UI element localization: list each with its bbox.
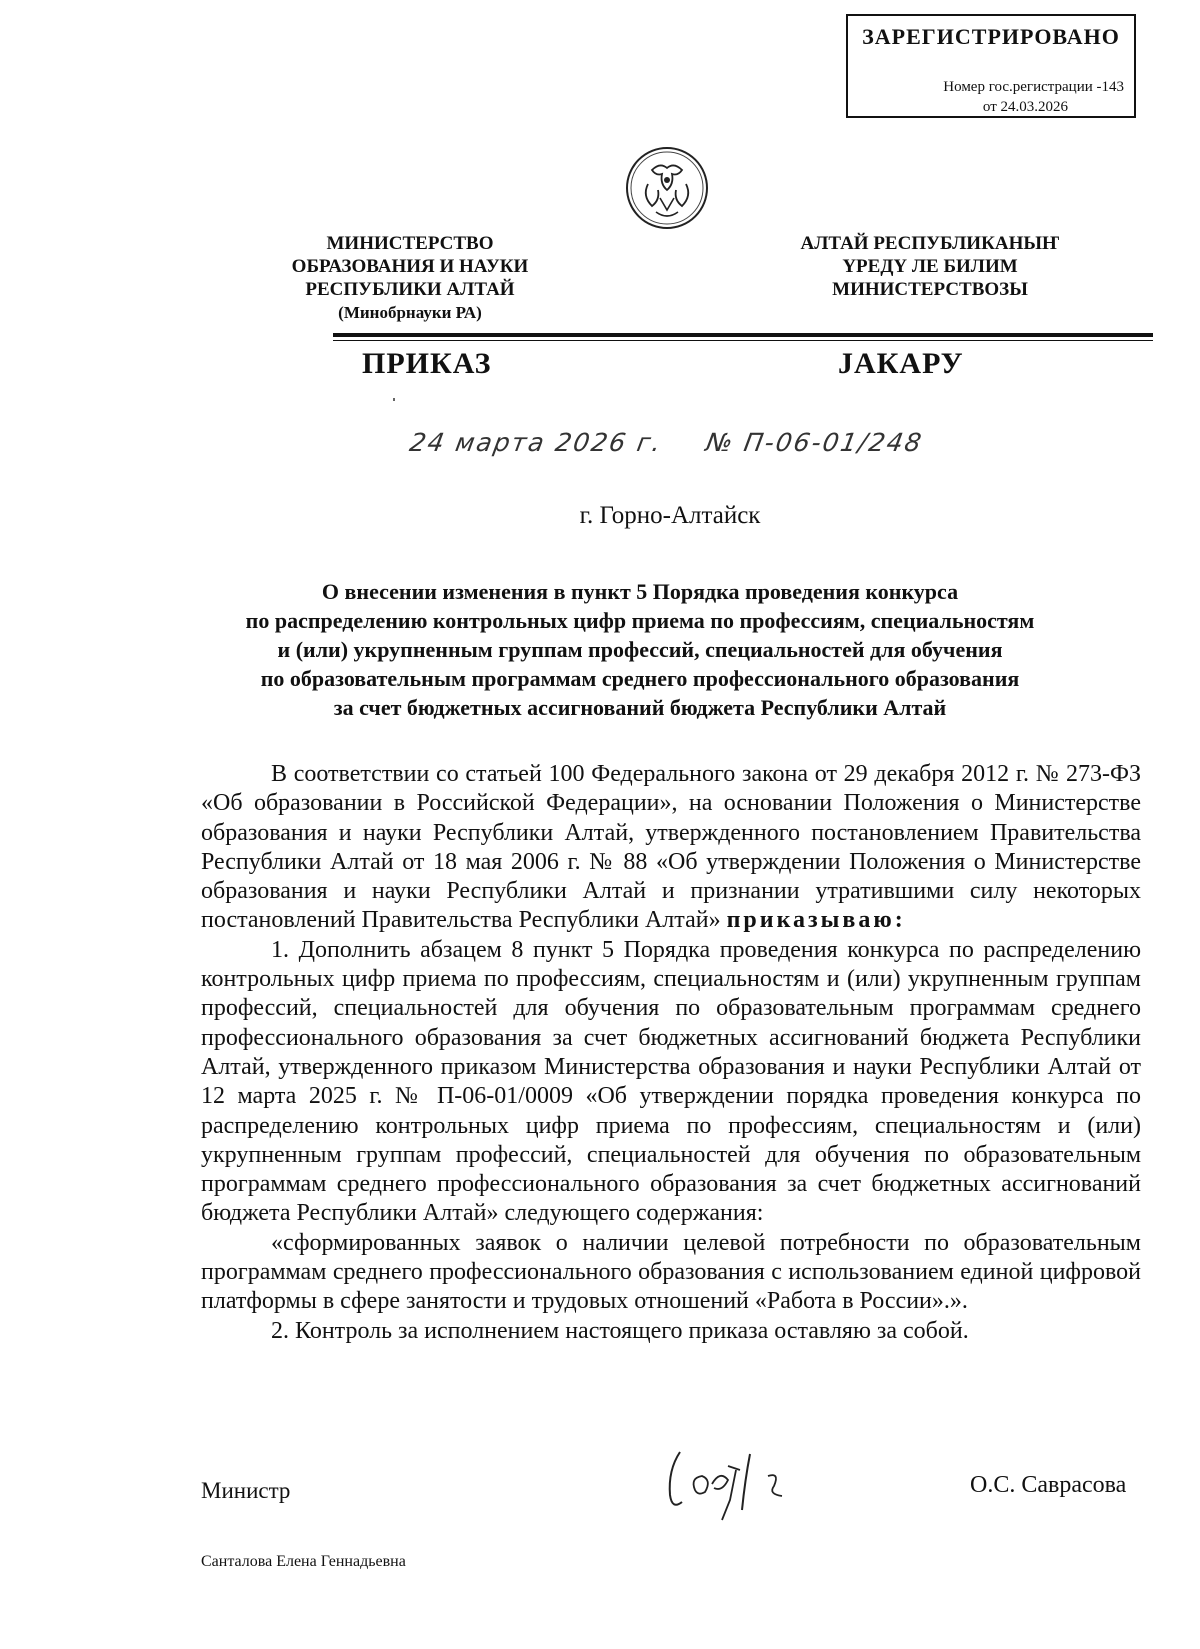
document-body — [201, 760, 1141, 1346]
city: г. Горно-Алтайск — [579, 502, 761, 529]
coat-of-arms-icon — [612, 140, 722, 240]
ministry-name-russian — [260, 232, 560, 324]
handwritten-date-number — [407, 428, 925, 457]
item-1: 1. Дополнить абзацем 8 пункт 5 Порядка проведения конкурса по распределению контрольных цифр приема по профессиям, специальностям и (или) укрупненным группам профессий, специальностей для обучения по образовательным программам среднего профессионального образования за счет бюджетных ассигнований бюджета Республики Алтай, утвержденного приказом Министерства образования и науки Республики Алтай от 12 марта 2025 г. № П-06-01/0009 «Об утверждении порядка проведения конкурса по распределению контрольных цифр приема по профессиям, специальностям и (или) укрупненным группам профессий, специальностей для обучения по образовательным программам среднего профессионального образования за счет бюджетных ассигнований бюджета Республики Алтай» следующего содержания: — [201, 936, 1141, 1227]
item-2: 2. Контроль за исполнением настоящего приказа оставляю за собой. — [271, 1317, 969, 1344]
title-line: по образовательным программам среднего профессионального образования — [260, 666, 1020, 691]
header-right-line: МИНИСТЕРСТВОЗЫ — [832, 279, 1028, 300]
document-title — [180, 577, 1100, 722]
registration-stamp — [846, 14, 1136, 118]
executor-name: Санталова Елена Геннадьевна — [201, 1553, 406, 1570]
header-divider-thin — [333, 340, 1153, 341]
header-divider — [333, 333, 1153, 337]
order-word: приказываю: — [726, 907, 906, 934]
preamble-text: В соответствии со статьей 100 Федерального закона от 29 декабря 2012 г. № 273-ФЗ «Об образовании в Российской Федерации», на основании Положения о Министерстве образования и науки Республики Алтай, утвержденного постановлением Правительства Республики Алтай от 18 мая 2006 г. № 88 «Об утверждении Положения о Министерстве образования и науки Республики Алтай и признании утратившими силу некоторых постановлений Правительства Республики Алтай» — [201, 761, 1141, 934]
header-left-line: ОБРАЗОВАНИЯ И НАУКИ — [291, 256, 529, 277]
scan-mark — [393, 398, 395, 401]
amendment-quote: «сформированных заявок о наличии целевой потребности по образовательным программам среднего профессионального образования с использованием единой цифровой платформы в сфере занятости и трудовых отношений «Работа в России».». — [201, 1229, 1141, 1315]
order-title-altai: JАКАРУ — [838, 347, 964, 380]
title-line: и (или) укрупненным группам профессий, специальностей для обучения — [277, 637, 1003, 662]
header-left-abbreviation: (Минобрнауки РА) — [338, 303, 482, 322]
title-line: по распределению контрольных цифр приема по профессиям, специальностям — [245, 608, 1035, 633]
ministry-name-altai — [780, 232, 1080, 301]
header-right-line: ҮРЕДҮ ЛЕ БИЛИМ — [842, 256, 1018, 277]
signatory-position: Министр — [201, 1478, 291, 1503]
stamp-title: ЗАРЕГИСТРИРОВАНО — [862, 24, 1120, 49]
title-line: О внесении изменения в пункт 5 Порядка проведения конкурса — [321, 579, 959, 604]
order-title-russian: ПРИКАЗ — [362, 347, 492, 380]
handwritten-order-number: № П-06-01/248 — [703, 428, 926, 457]
signatory-name: О.С. Саврасова — [970, 1472, 1127, 1498]
stamp-registration-number: Номер гос.регистрации -143 — [943, 79, 1124, 95]
header-left-line: МИНИСТЕРСТВО — [326, 233, 494, 254]
preamble-paragraph — [201, 760, 1141, 936]
header-right-line: АЛТАЙ РЕСПУБЛИКАНЫҤ — [800, 233, 1060, 254]
handwritten-signature — [650, 1440, 830, 1530]
title-line: за счет бюджетных ассигнований бюджета Республики Алтай — [333, 695, 947, 720]
stamp-registration-date: от 24.03.2026 — [982, 99, 1068, 115]
header-left-line: РЕСПУБЛИКИ АЛТАЙ — [305, 279, 515, 300]
handwritten-date: 24 марта 2026 г. — [407, 428, 665, 457]
